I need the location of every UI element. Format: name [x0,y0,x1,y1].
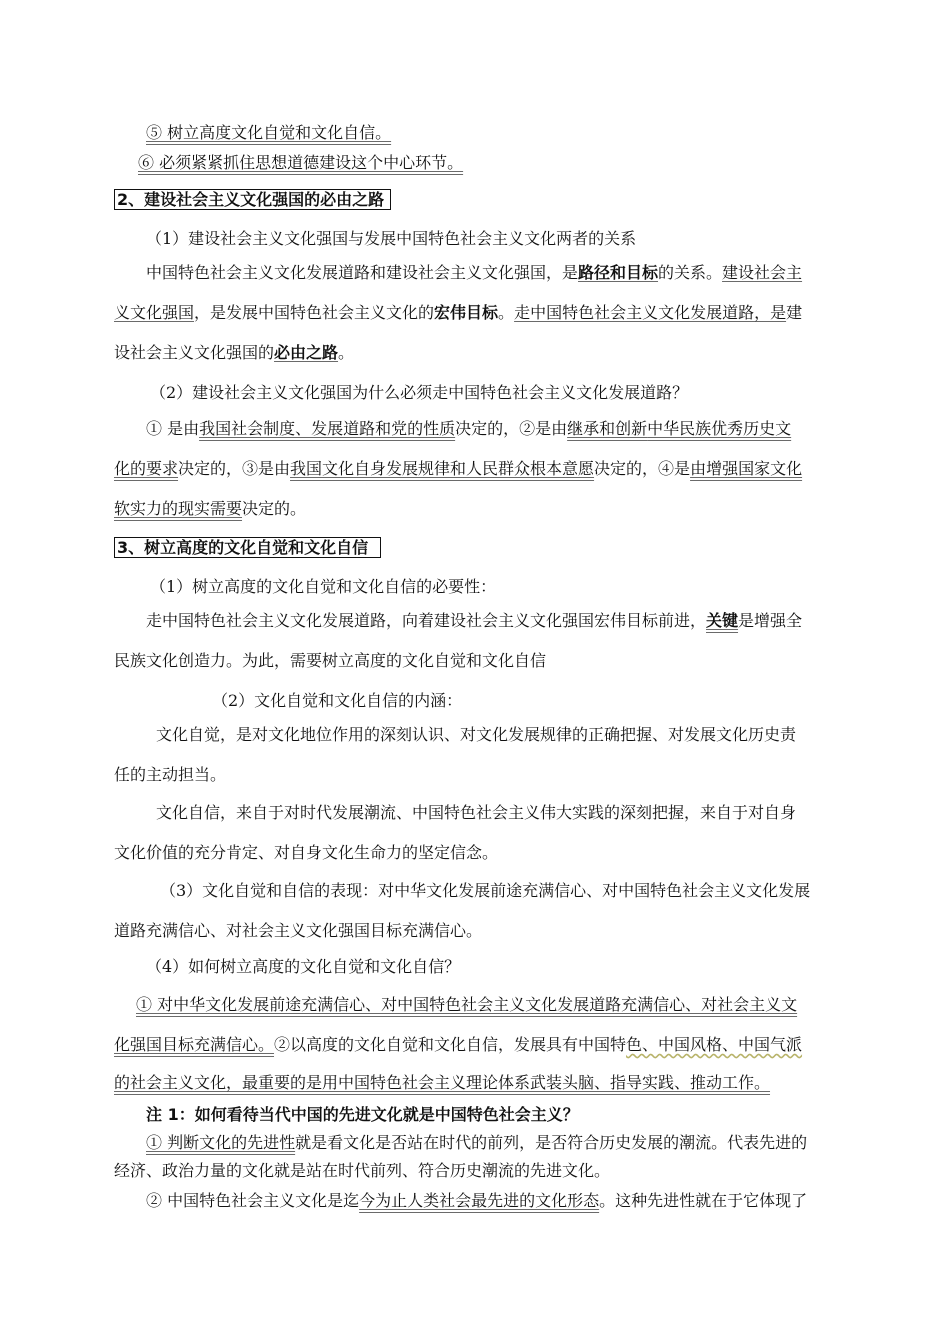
section-3-paragraph-3-line-1: 文化自信，来自于对时代发展潮流、中国特色社会主义伟大实践的深刻把握，来自于对自身 [156,803,797,822]
section-2-question-2: （2）建设社会主义文化强国为什么必须走中国特色社会主义文化发展道路？ [150,383,689,402]
section-2-paragraph-2-line-3: 软实力的现实需要决定的。 [114,499,307,518]
list-item-5: ⑤ 树立高度文化自觉和文化自信。 [146,123,392,142]
section-3-question-1: （1）树立高度的文化自觉和文化自信的必要性： [150,577,497,596]
section-3-paragraph-3-line-2: 文化价值的充分肯定、对自身文化生命力的坚定信念。 [114,843,499,862]
section-2-paragraph-2-line-1: ① 是由我国社会制度、发展道路和党的性质决定的，②是由继承和创新中华民族优秀历史文 [146,419,792,438]
section-3-question-4: （4）如何树立高度的文化自觉和文化自信？ [146,957,461,976]
section-3-question-2: （2）文化自觉和文化自信的内涵： [212,691,463,710]
section-3-paragraph-1-line-1: 走中国特色社会主义文化发展道路，向着建设社会主义文化强国宏伟目标前进，关键是增强全 [146,611,803,630]
section-3-paragraph-1-line-2: 民族文化创造力。为此，需要树立高度的文化自觉和文化自信 [114,651,547,670]
section-3-question-3-line-1: （3）文化自觉和自信的表现：对中华文化发展前途充满信心、对中国特色社会主义文化发展 [160,881,811,900]
section-3-question-3-line-2: 道路充满信心、对社会主义文化强国目标充满信心。 [114,921,483,940]
list-item-6: ⑥ 必须紧紧抓住思想道德建设这个中心环节。 [138,153,464,172]
section-3-paragraph-4-line-1: ① 对中华文化发展前途充满信心、对中国特色社会主义文化发展道路充满信心、对社会主义文 [136,995,798,1014]
note-1-paragraph-1-line-2: 经济、政治力量的文化就是站在时代前列、符合历史潮流的先进文化。 [114,1161,611,1180]
section-2-question-1: （1）建设社会主义文化强国与发展中国特色社会主义文化两者的关系 [146,229,637,248]
section-3-paragraph-4-line-3: 的社会主义文化，最重要的是用中国特色社会主义理论体系武装头脑、指导实践、推动工作。 [114,1073,771,1092]
note-1-paragraph-2-line-1: ② 中国特色社会主义文化是迄今为止人类社会最先进的文化形态。这种先进性就在于它体现了 [146,1191,808,1210]
note-1-paragraph-1-line-1: ① 判断文化的先进性就是看文化是否站在时代的前列，是否符合历史发展的潮流。代表先进的 [146,1133,808,1152]
note-1-heading: 注 1：如何看待当代中国的先进文化就是中国特色社会主义？ [146,1105,579,1124]
section-3-paragraph-2-line-1: 文化自觉，是对文化地位作用的深刻认识、对文化发展规律的正确把握、对发展文化历史责 [156,725,797,744]
section-3-paragraph-2-line-2: 任的主动担当。 [114,765,227,784]
section-3-paragraph-4-line-2: 化强国目标充满信心。②以高度的文化自觉和文化自信，发展具有中国特色、中国风格、中国气派 [114,1035,803,1054]
section-2-paragraph-1-line-3: 设社会主义文化强国的必由之路。 [114,343,355,362]
section-2-paragraph-1-line-2: 义文化强国，是发展中国特色社会主义文化的宏伟目标。走中国特色社会主义文化发展道路，是建 [114,303,803,322]
section-3-heading: 3、树立高度的文化自觉和文化自信 [114,536,381,560]
section-2-heading: 2、建设社会主义文化强国的必由之路 [114,188,391,212]
section-2-paragraph-2-line-2: 化的要求决定的，③是由我国文化自身发展规律和人民群众根本意愿决定的，④是由增强国家文化 [114,459,803,478]
section-2-paragraph-1-line-1: 中国特色社会主义文化发展道路和建设社会主义文化强国，是路径和目标的关系。建设社会主 [146,263,803,282]
